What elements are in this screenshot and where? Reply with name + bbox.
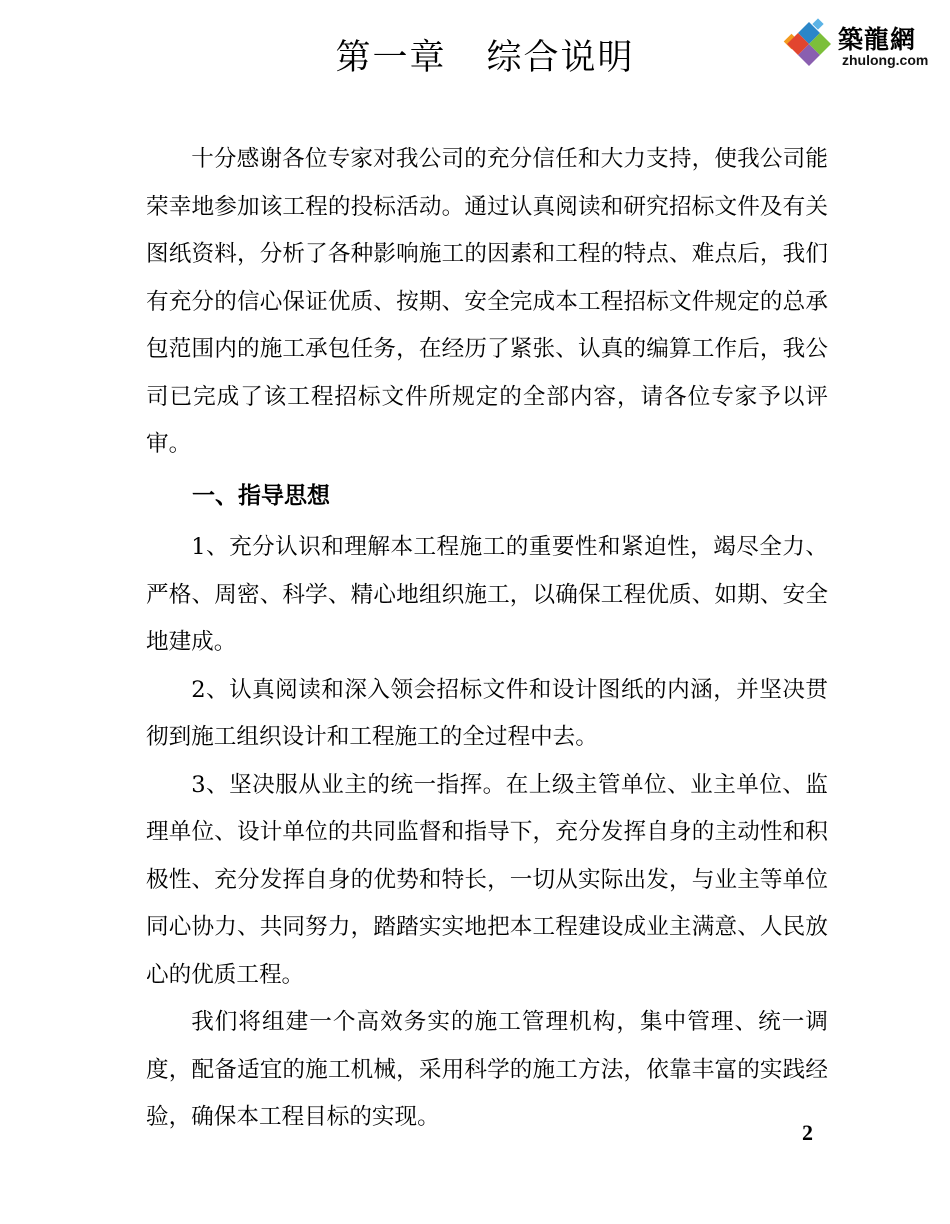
guideline-item-2: 2、认真阅读和深入领会招标文件和设计图纸的内涵，并坚决贯彻到施工组织设计和工程施工的全过程中去。 bbox=[146, 676, 828, 750]
chapter-number: 第一章 bbox=[335, 38, 447, 78]
guideline-item-3: 3、坚决服从业主的统一指挥。在上级主管单位、业主单位、监理单位、设计单位的共同监督和指导下，充分发挥自身的主动性和积极性、充分发挥自身的优势和特长，一切从实际出发，与业主等单位同心协力、共同努力，踏踏实实地把本工程建设成业主满意、人民放心的优质工程。 bbox=[146, 771, 828, 988]
chapter-name: 综合说明 bbox=[486, 38, 635, 78]
guideline-item-1: 1、充分认识和理解本工程施工的重要性和紧迫性，竭尽全力、严格、周密、科学、精心地组织施工，以确保工程优质、如期、安全地建成。 bbox=[146, 534, 828, 655]
logo-url[interactable]: zhulong.com bbox=[842, 52, 929, 68]
zhulong-logo[interactable] bbox=[780, 18, 940, 72]
section-heading: 一、指导思想 bbox=[192, 482, 330, 509]
document-body bbox=[146, 136, 828, 1142]
logo-pinwheel-icon bbox=[780, 18, 838, 72]
logo-name: 築龍網 bbox=[838, 25, 917, 54]
page-number: 2 bbox=[802, 1120, 813, 1145]
closing-paragraph: 我们将组建一个高效务实的施工管理机构，集中管理、统一调度，配备适宜的施工机械，采用科学的施工方法，依靠丰富的实践经验，确保本工程目标的实现。 bbox=[146, 1009, 828, 1130]
intro-paragraph: 十分感谢各位专家对我公司的充分信任和大力支持，使我公司能荣幸地参加该工程的投标活动。通过认真阅读和研究招标文件及有关图纸资料，分析了各种影响施工的因素和工程的特点、难点后，我们有充分的信心保证优质、按期、安全完成本工程招标文件规定的总承包范围内的施工承包任务，在经历了紧张、认真的编算工作后，我公司已完成了该工程招标文件所规定的全部内容，请各位专家予以评审。 bbox=[146, 146, 828, 457]
